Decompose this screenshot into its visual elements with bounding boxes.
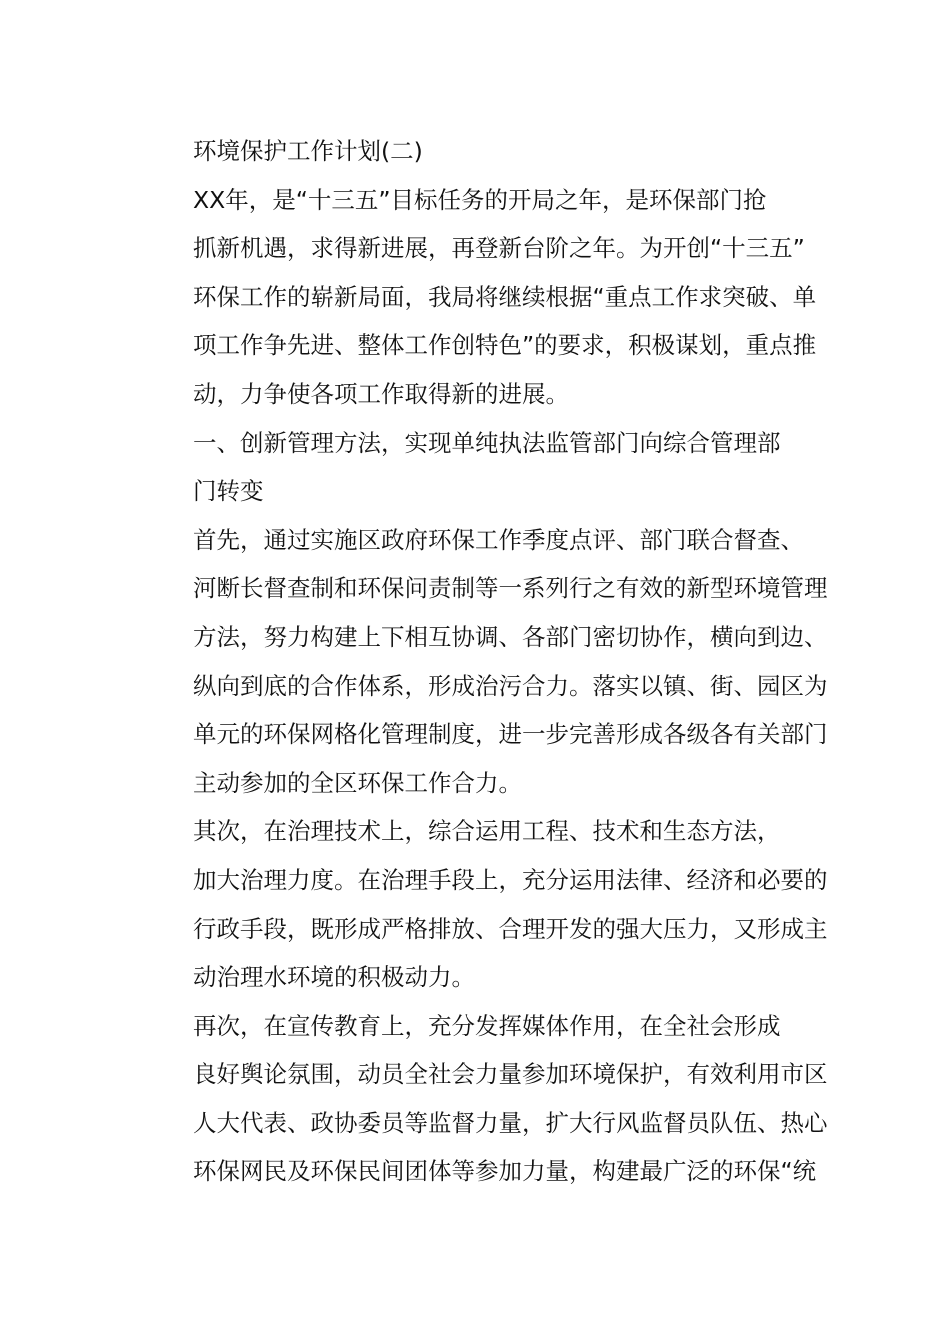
paragraph-line: XX年，是“十三五”目标任务的开局之年，是环保部门抢 (193, 185, 767, 214)
paragraph-line: 纵向到底的合作体系，形成治污合力。落实以镇、街、园区为 (193, 671, 828, 700)
paragraph-line: 再次，在宣传教育上，充分发挥媒体作用，在全社会形成 (193, 1011, 781, 1040)
paragraph-line: 项工作争先进、整体工作创特色”的要求，积极谋划，重点推 (193, 331, 817, 360)
paragraph-line: 主动参加的全区环保工作合力。 (193, 768, 522, 797)
paragraph-line: 方法，努力构建上下相互协调、各部门密切协作，横向到边、 (193, 622, 828, 651)
paragraph-line: 门转变 (193, 477, 264, 506)
paragraph-second (145, 807, 835, 1001)
paragraph-line: 单元的环保网格化管理制度，进一步完善形成各级各有关部门 (193, 720, 828, 749)
paragraph-line: 抓新机遇，求得新进展，再登新台阶之年。为开创“十三五” (193, 234, 805, 263)
paragraph-line: 加大治理力度。在治理手段上，充分运用法律、经济和必要的 (193, 865, 828, 894)
paragraph-line: 一、创新管理方法，实现单纯执法监管部门向综合管理部 (193, 428, 781, 457)
paragraph-line: 人大代表、政协委员等监督力量，扩大行风监督员队伍、热心 (193, 1108, 828, 1137)
paragraph-line: 行政手段，既形成严格排放、合理开发的强大压力，又形成主 (193, 914, 828, 943)
paragraph-line: 首先，通过实施区政府环保工作季度点评、部门联合督查、 (193, 525, 804, 554)
section-heading-1 (145, 419, 835, 516)
paragraph-intro (145, 176, 835, 419)
paragraph-first (145, 516, 835, 808)
document-title: 环境保护工作计划(二) (193, 137, 423, 165)
paragraph-line: 环保网民及环保民间团体等参加力量，构建最广泛的环保“统 (193, 1157, 817, 1186)
paragraph-third (145, 1002, 835, 1196)
document-body (145, 127, 835, 1196)
paragraph-line: 动，力争使各项工作取得新的进展。 (193, 379, 569, 408)
paragraph-line: 动治理水环境的积极动力。 (193, 963, 475, 992)
paragraph-line: 环保工作的崭新局面，我局将继续根据“重点工作求突破、单 (193, 282, 817, 311)
paragraph-line: 良好舆论氛围，动员全社会力量参加环境保护，有效利用市区 (193, 1060, 828, 1089)
paragraph-line: 其次，在治理技术上，综合运用工程、技术和生态方法， (193, 817, 781, 846)
paragraph-line: 河断长督查制和环保问责制等一系列行之有效的新型环境管理 (193, 574, 828, 603)
